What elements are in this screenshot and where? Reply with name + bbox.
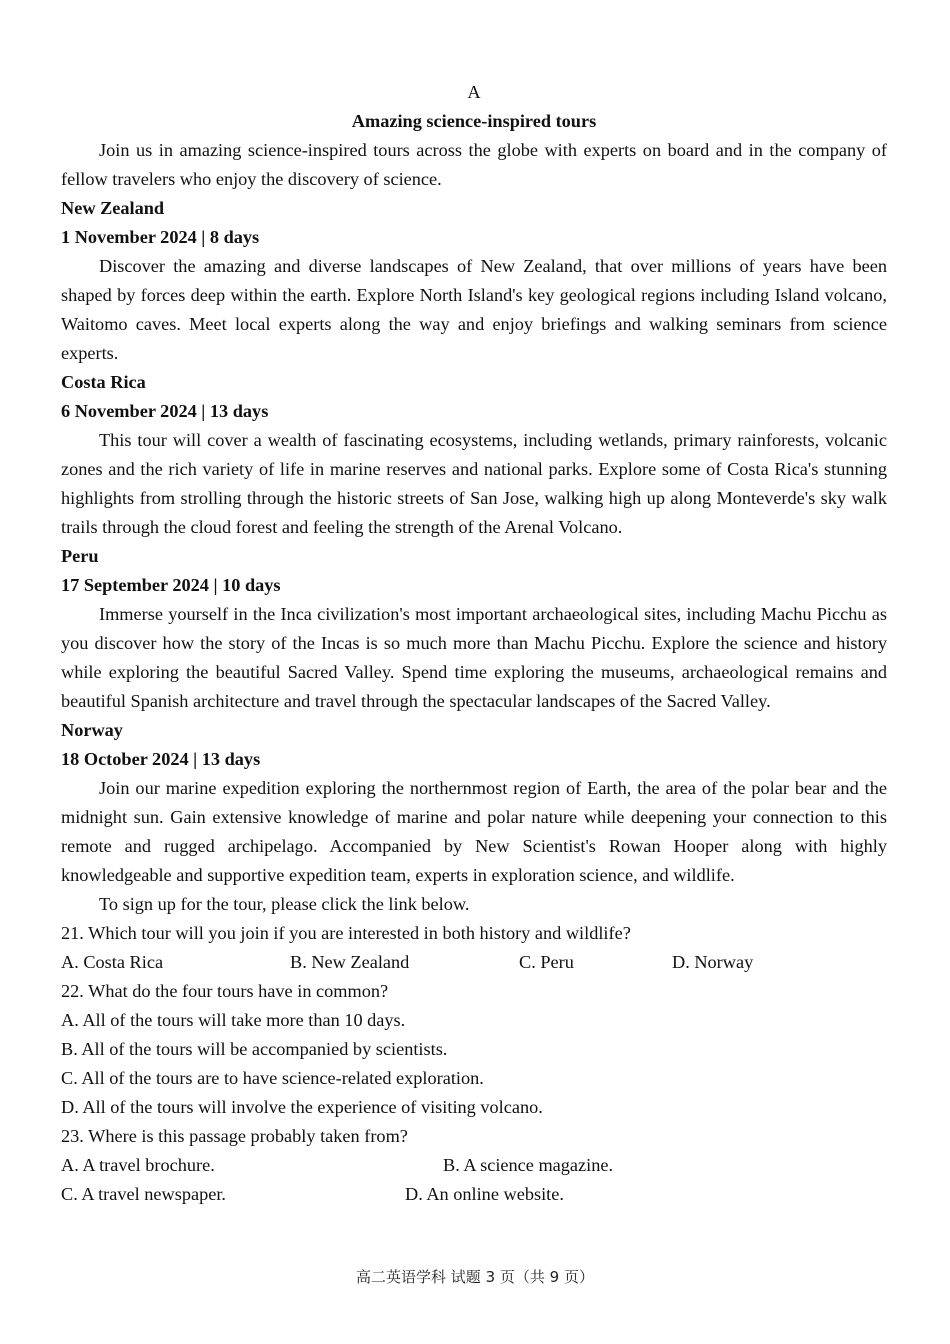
- tour-name: New Zealand: [61, 198, 165, 218]
- tour-date: 6 November 2024 | 13 days: [61, 401, 269, 421]
- tour-norway: [61, 716, 887, 890]
- option-c: C. A travel newspaper.: [61, 1184, 227, 1204]
- tour-description: Immerse yourself in the Inca civilization's most important archaeological sites, including Machu Picchu as you discover how the story of the Incas is so much more than Machu Picchu. Explore the science and history while exploring the beautiful Sacred Valley. Spend time exploring the museums, archaeological remains and beautiful Spanish architecture and travel through the spectacular landscapes of the Sacred Valley.: [61, 604, 887, 711]
- tour-costa-rica: [61, 368, 887, 542]
- tour-new-zealand: [61, 194, 887, 368]
- option-d: D. Norway: [672, 952, 754, 972]
- option-a: A. All of the tours will take more than 10 days.: [61, 1010, 406, 1030]
- question-22-stem: 22. What do the four tours have in common?: [61, 981, 389, 1001]
- question-21-options: [61, 948, 887, 977]
- page-footer: 高二英语学科 试题 3 页（共 9 页）: [356, 1268, 594, 1286]
- option-b: B. New Zealand: [290, 952, 410, 972]
- option-a: A. Costa Rica: [61, 952, 164, 972]
- option-d: D. All of the tours will involve the experience of visiting volcano.: [61, 1097, 543, 1117]
- exam-page: [61, 78, 887, 1209]
- option-c: C. Peru: [519, 952, 574, 972]
- question-23-stem: 23. Where is this passage probably taken from?: [61, 1126, 408, 1146]
- section-letter: A: [467, 82, 481, 102]
- option-b: B. All of the tours will be accompanied by scientists.: [61, 1039, 448, 1059]
- tour-description: Discover the amazing and diverse landscapes of New Zealand, that over millions of years have been shaped by forces deep within the earth. Explore North Island's key geological regions including Island volcano, Waitomo caves. Meet local experts along the way and enjoy briefings and walking seminars from science experts.: [61, 256, 887, 363]
- signup-note: To sign up for the tour, please click the link below.: [99, 894, 470, 914]
- question-23-options-row-1: [61, 1151, 887, 1180]
- tour-name: Norway: [61, 720, 123, 740]
- option-d: D. An online website.: [405, 1184, 564, 1204]
- option-b: B. A science magazine.: [443, 1155, 614, 1175]
- intro-paragraph: Join us in amazing science-inspired tours across the globe with experts on board and in the company of fellow travelers who enjoy the discovery of science.: [61, 140, 887, 189]
- tour-description: This tour will cover a wealth of fascinating ecosystems, including wetlands, primary rainforests, volcanic zones and the rich variety of life in marine reserves and national parks. Explore some of Costa Rica's stunning highlights from strolling through the historic streets of San Jose, walking high up along Monteverde's sky walk trails through the cloud forest and feeling the strength of the Arenal Volcano.: [61, 430, 887, 537]
- tour-date: 18 October 2024 | 13 days: [61, 749, 261, 769]
- tour-peru: [61, 542, 887, 716]
- tour-date: 1 November 2024 | 8 days: [61, 227, 260, 247]
- tour-name: Peru: [61, 546, 99, 566]
- option-c: C. All of the tours are to have science-related exploration.: [61, 1068, 484, 1088]
- option-a: A. A travel brochure.: [61, 1155, 215, 1175]
- tour-date: 17 September 2024 | 10 days: [61, 575, 281, 595]
- question-21-stem: 21. Which tour will you join if you are interested in both history and wildlife?: [61, 923, 631, 943]
- tour-description: Join our marine expedition exploring the northernmost region of Earth, the area of the polar bear and the midnight sun. Gain extensive knowledge of marine and polar nature while deepening your connection to this remote and rugged archipelago. Accompanied by New Scientist's Rowan Hooper along with highly knowledgeable and supportive expedition team, experts in exploration science, and wildlife.: [61, 778, 887, 885]
- passage-title: Amazing science-inspired tours: [351, 111, 597, 131]
- question-23-options-row-2: [61, 1180, 887, 1209]
- tour-name: Costa Rica: [61, 372, 146, 392]
